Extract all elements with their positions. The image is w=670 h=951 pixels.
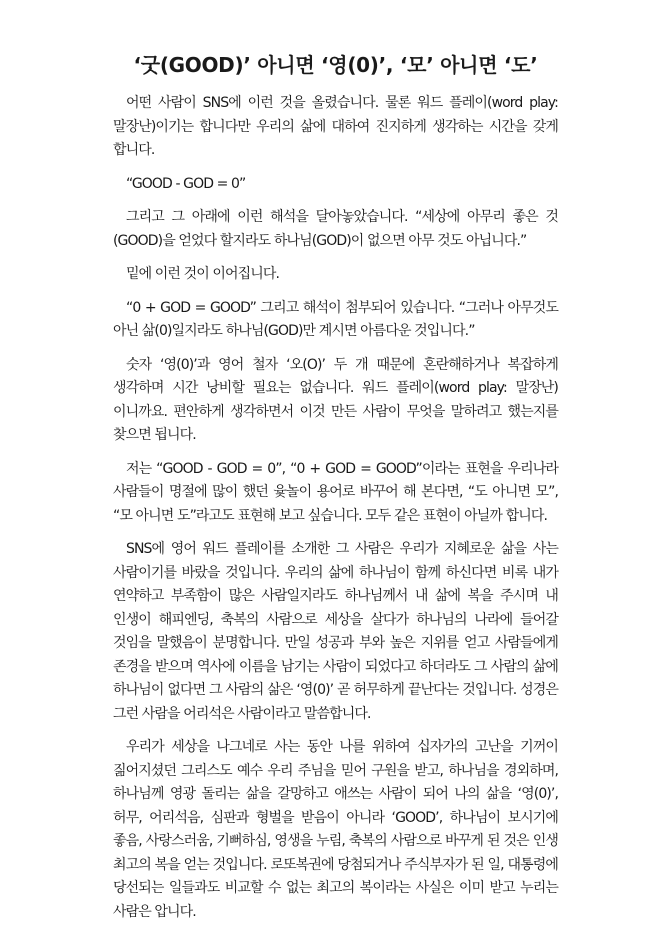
paragraph-4: 밑에 이런 것이 이어집니다. — [126, 266, 280, 282]
paragraph-1: 어떤 사람이 SNS에 이런 것을 올렸습니다. 물론 워드 플레이(word play: 말장난)이기는 합니다만 우리의 삶에 대하여 진지하게 생각하는 시간을 갖게 합니다. — [113, 95, 558, 158]
paragraph-3: 그리고 그 아래에 이런 해석을 달아놓았습니다. “세상에 아무리 좋은 것(GOOD)을 얻었다 할지라도 하나님(GOD)이 없으면 아무 것도 아닙니다.” — [113, 209, 558, 249]
paragraph-2: “GOOD - GOD = 0” — [126, 175, 246, 192]
paragraph-8: SNS에 영어 워드 플레이를 소개한 그 사람은 우리가 지혜로운 삶을 사는 사람이기를 바랐을 것입니다. 우리의 삶에 하나님이 함께 하신다면 비록 내가 연약하고 부족함이 많은 사람일지라도 하나님께서 내 삶에 복을 주시며 내 인생이 해피엔딩, 축복의 사람으로 세상을 살다가 하나님의 나라에 들어갈 것임을 말했음이 분명합니다. 만일 성공과 부와 높은 지위를 얻고 사람들에게 존경을 받으며 역사에 이름을 남기는 사람이 되었다고 하더라도 그 사람의 삶에 하나님이 없다면 그 사람의 삶은 ‘영(0)’ 곧 허무하게 끝난다는 것입니다. 성경은 그런 사람을 어리석은 사람이라고 말씀합니다. — [113, 541, 558, 722]
paragraph-7: 저는 “GOOD - GOD = 0”, “0 + GOD = GOOD”이라는 표현을 우리나라 사람들이 명절에 많이 했던 윷놀이 용어로 바꾸어 해 본다면, “도 아니면 모”, “모 아니면 도”라고도 표현해 보고 싶습니다. 모두 같은 표현이 아닐까 합니다. — [113, 460, 558, 524]
paragraph-9: 우리가 세상을 나그네로 사는 동안 나를 위하여 십자가의 고난을 기꺼이 짊어지셨던 그리스도 예수 우리 주님을 믿어 구원을 받고, 하나님을 경외하며, 하나님께 영광 돌리는 삶을 갈망하고 애쓰는 사람이 되어 나의 삶을 ‘영(0)’, 허무, 어리석음, 심판과 형벌을 받음이 아니라 ‘GOOD’, 하나님이 보시기에 좋음, 사랑스러움, 기뻐하심, 영생을 누림, 축복의 사람으로 바꾸게 된 것은 인생 최고의 복을 얻는 것입니다. 로또복권에 당첨되거나 주식부자가 된 일, 대통령에 당선되는 일들과도 비교할 수 없는 최고의 복이라는 사실은 이미 받고 누리는 사람은 압니다. — [113, 739, 558, 920]
paragraph-6: 숫자 ‘영(0)’과 영어 철자 ‘오(O)’ 두 개 때문에 혼란해하거나 복잡하게 생각하며 시간 낭비할 필요는 없습니다. 워드 플레이(word play: 말장난)이니까요. 편안하게 생각하면서 이것 만든 사람이 무엇을 말하려고 했는지를 찾으면 됩니다. — [113, 356, 558, 443]
paragraph-5: “0 + GOD = GOOD” 그리고 해석이 첨부되어 있습니다. “그러나 아무것도 아닌 삶(0)일지라도 하나님(GOD)만 계시면 아름다운 것입니다.” — [113, 299, 558, 339]
document-title: ‘굿(GOOD)’ 아니면 ‘영(0)’, ‘모’ 아니면 ‘도’ — [133, 53, 538, 77]
document-page — [113, 50, 558, 934]
